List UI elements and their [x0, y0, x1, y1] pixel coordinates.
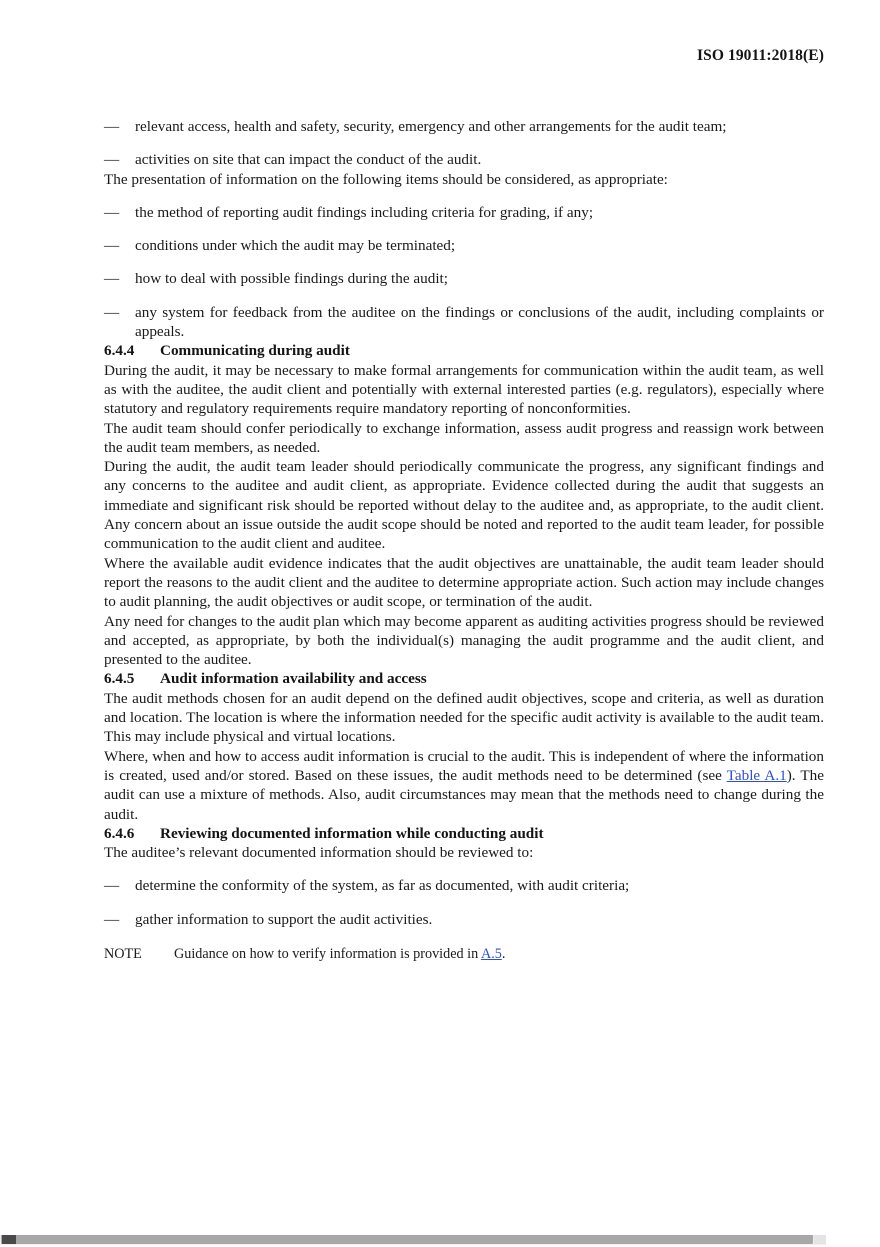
list-item-text: gather information to support the audit activities.: [135, 910, 433, 928]
paragraph-availability-1: The audit methods chosen for an audit depend on the defined audit objectives, scope and criteria, as well as duration and location. The location is where the information needed for the specific audit activity is available to the audit team. This may include physical and virtual locations.: [104, 689, 824, 746]
note-text: [174, 945, 824, 964]
em-dash-bullet-icon: —: [104, 237, 120, 255]
em-dash-bullet-icon: —: [104, 303, 120, 321]
list-item: [104, 269, 824, 288]
paragraph-presentation-intro: The presentation of information on the following items should be considered, as appropriate:: [104, 170, 668, 188]
section-number: 6.4.5: [104, 670, 135, 688]
list-item-text: how to deal with possible findings during the audit;: [135, 270, 448, 288]
paragraph-communicating-3: During the audit, the audit team leader should periodically communicate the progress, any significant findings and any concerns to the auditee and audit client, as appropriate. Evidence collected during the audit that suggests an immediate and significant risk should be reported without delay to the auditee and, as appropriate, to the audit client. Any concern about an issue outside the audit scope should be noted and reported to the audit team leader, for possible communication to the audit client and auditee.: [104, 458, 824, 553]
list-item: [104, 876, 824, 895]
em-dash-bullet-icon: —: [104, 151, 120, 169]
paragraph-text-before-link: Where, when and how to access audit information is crucial to the audit. This is independent of where the information is created, used and/or stored. Based on these issues, the audit methods need to be determined (see: [104, 747, 824, 784]
note-text-after-link: .: [501, 945, 506, 962]
list-item-text: relevant access, health and safety, security, emergency and other arrangements for the audit team;: [135, 118, 727, 135]
list-item-text: any system for feedback from the auditee on the findings or conclusions of the audit, including complaints or appeals.: [135, 303, 824, 341]
paragraph-communicating-2: The audit team should confer periodically to exchange information, assess audit progress and reassign work between the audit team members, as needed.: [104, 419, 824, 456]
paragraph-communicating-4: Where the available audit evidence indicates that the audit objectives are unattainable, the audit team leader should report the reasons to the audit client and the auditee to determine appropriate action. Such action may include changes to audit planning, the audit objectives or audit scope, or termination of the audit.: [104, 554, 824, 611]
em-dash-bullet-icon: —: [104, 118, 120, 135]
horizontal-scrollbar[interactable]: [0, 1232, 880, 1247]
list-item-text: activities on site that can impact the conduct of the audit.: [135, 151, 482, 169]
paragraph-text-after-link: ). The audit can use a mixture of methods. Also, audit circumstances may mean that the methods need to change during the audit.: [104, 766, 824, 823]
paragraph-communicating-5: Any need for changes to the audit plan which may become apparent as auditing activities progress should be reviewed and accepted, as appropriate, by both the individual(s) managing the audit programme and the audit client, and presented to the auditee.: [104, 612, 824, 669]
list-item-text: determine the conformity of the system, as far as documented, with audit criteria;: [135, 877, 630, 895]
list-item: [104, 150, 824, 169]
section-number: 6.4.4: [104, 342, 135, 360]
section-number: 6.4.6: [104, 824, 135, 842]
paragraph-communicating-1: During the audit, it may be necessary to make formal arrangements for communication within the audit team, as well as with the auditee, the audit client and potentially with external interested parties (e.g. regulators), especially where statutory and regulatory requirements require mandatory reporting of nonconformities.: [104, 361, 824, 418]
cross-reference-a5-link[interactable]: A.5: [480, 945, 502, 962]
scrollbar-thumb[interactable]: [1, 1235, 813, 1244]
list-item: [104, 236, 824, 255]
em-dash-bullet-icon: —: [104, 203, 120, 221]
list-item-text: the method of reporting audit findings including criteria for grading, if any;: [135, 203, 594, 221]
list-item-text: conditions under which the audit may be terminated;: [135, 237, 456, 255]
paragraph-availability-2: [104, 747, 824, 824]
section-title: Communicating during audit: [160, 342, 350, 360]
list-item: [104, 910, 824, 929]
section-heading-6-4-6: [104, 824, 824, 843]
section-title: Reviewing documented information while conducting audit: [160, 824, 544, 842]
list-item: [104, 117, 824, 136]
scrollbar-thumb-left-cap[interactable]: [2, 1235, 16, 1244]
section-heading-6-4-4: [104, 341, 824, 360]
em-dash-bullet-icon: —: [104, 910, 120, 928]
section-title: Audit information availability and access: [160, 670, 427, 688]
paragraph-reviewing-1: The auditee’s relevant documented information should be reviewed to:: [104, 844, 534, 862]
cross-reference-table-a1-link[interactable]: Table A.1: [726, 766, 787, 784]
page-content-column: [104, 0, 824, 964]
page-body: [104, 65, 824, 964]
note-text-before-link: Guidance on how to verify information is provided in: [174, 945, 481, 962]
document-header-standard-number: ISO 19011:2018(E): [696, 47, 824, 64]
em-dash-bullet-icon: —: [104, 270, 120, 288]
list-item: [104, 203, 824, 222]
note-label: NOTE: [104, 945, 142, 962]
list-item: [104, 303, 824, 342]
note-block: [104, 945, 824, 964]
section-heading-6-4-5: [104, 669, 824, 688]
scrollbar-end-pad: [814, 1235, 826, 1244]
em-dash-bullet-icon: —: [104, 877, 120, 895]
